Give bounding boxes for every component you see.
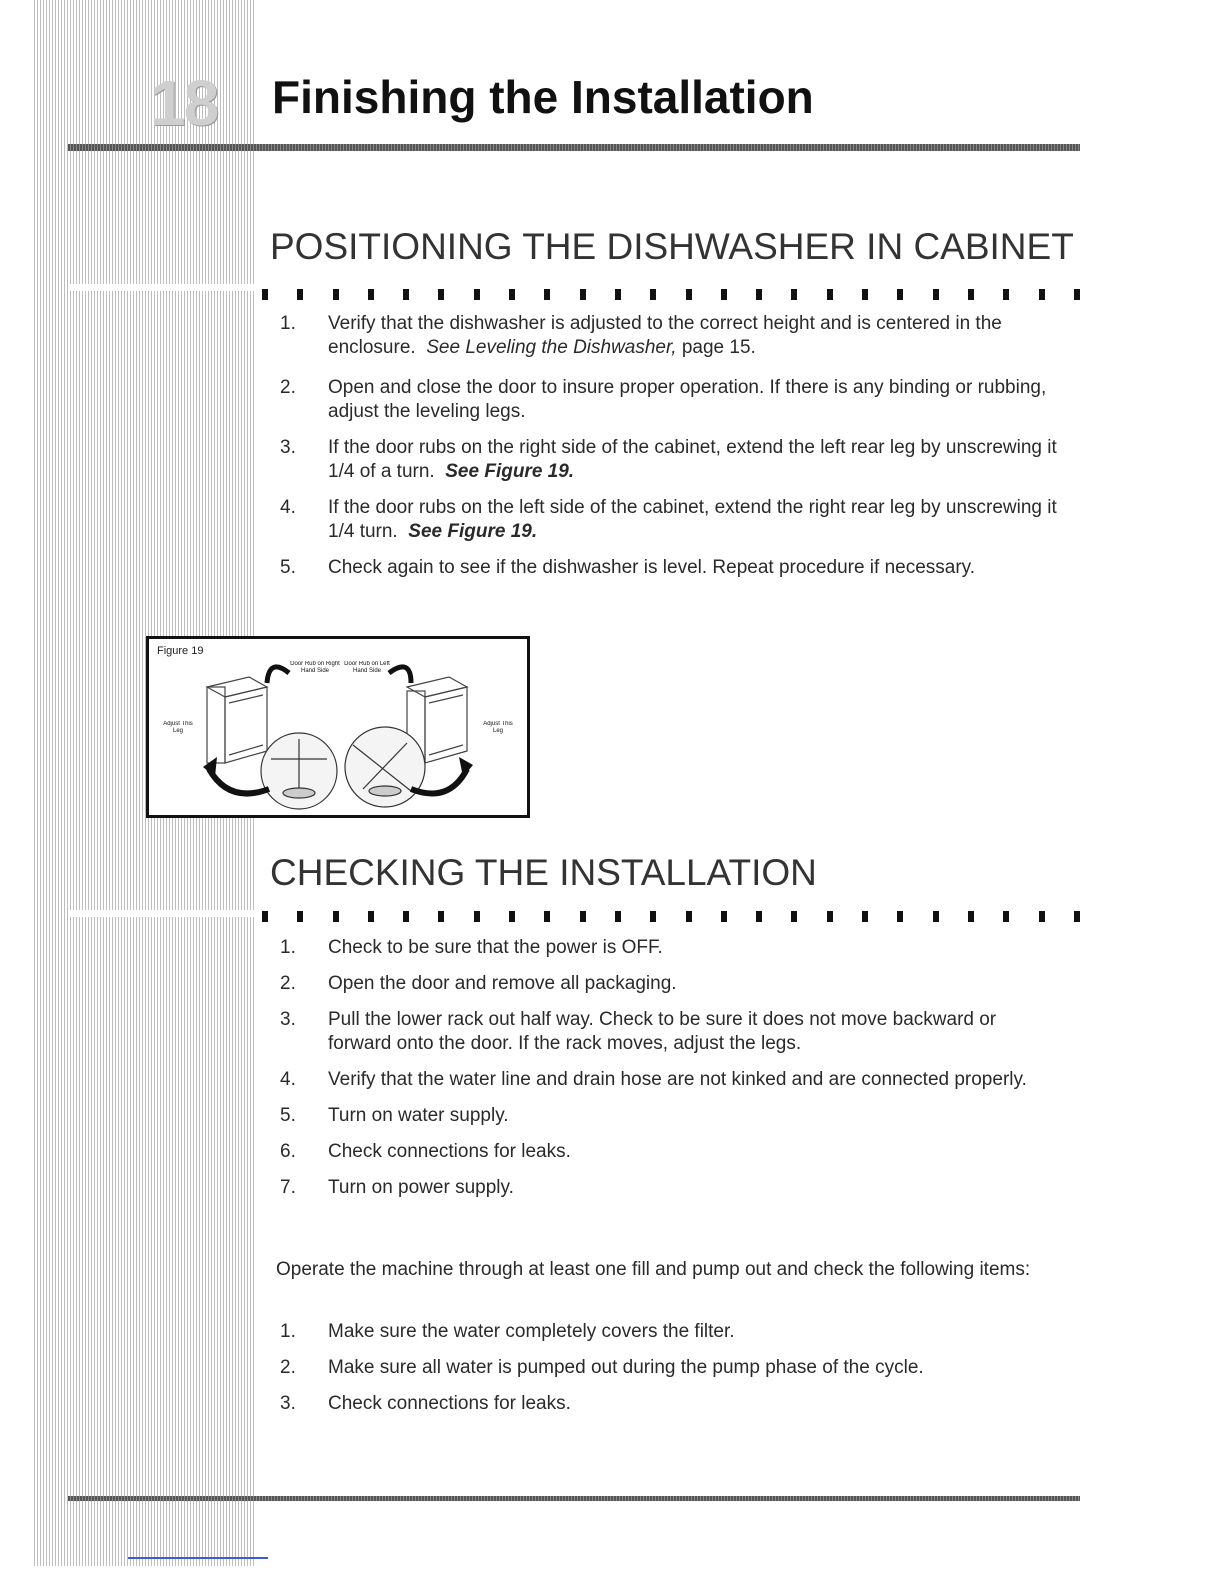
detail-magnifier-left [261, 733, 337, 809]
figure-reference: See Figure 19. [408, 521, 538, 542]
figure-label: Figure 19 [157, 645, 204, 657]
left-rotate-arrow [209, 769, 269, 794]
callout-label-left-side: Door Rub on Left Hand Side [344, 661, 390, 674]
step-text: Verify that the water line and drain hose are not kinked and are connected properly. [328, 1069, 1027, 1090]
list-item [280, 1140, 1060, 1164]
cross-reference: See Leveling the Dishwasher, [426, 337, 677, 358]
dotted-divider [262, 288, 1080, 300]
adjust-leg-label-right: Adjust This Leg [483, 721, 513, 734]
section-heading-positioning: POSITIONING THE DISHWASHER IN CABINET [270, 226, 1074, 267]
operation-check-items [280, 1320, 1060, 1416]
step-text: Pull the lower rack out half way. Check to be sure it does not move backward or forward onto the door. If the rack moves, adjust the legs. [328, 1009, 997, 1054]
left-dishwasher-illustration [207, 677, 267, 763]
list-item [280, 556, 1060, 580]
chapter-number: 18 [150, 67, 218, 139]
list-item [280, 376, 1060, 424]
figure-19 [146, 636, 530, 818]
dotted-divider [262, 910, 1080, 922]
callout-label-right-side: Door Rub on Right Hand Side [290, 661, 340, 674]
step-text: Turn on power supply. [328, 1177, 514, 1198]
list-item [280, 436, 1060, 484]
leveling-diagram [149, 639, 527, 815]
page-title: Finishing the Installation [272, 71, 814, 123]
list-item [280, 936, 1060, 960]
list-item [280, 1008, 1060, 1056]
bottom-link-underline [128, 1557, 268, 1559]
positioning-steps [280, 312, 1060, 580]
step-number: 5. [280, 557, 296, 578]
section-heading-checking: CHECKING THE INSTALLATION [270, 852, 817, 893]
step-number: 1. [280, 313, 296, 334]
step-number: 2. [280, 377, 296, 398]
step-text: Open the door and remove all packaging. [328, 973, 677, 994]
step-text: Open and close the door to insure proper operation. If there is any binding or rubbing, adjust the leveling legs. [328, 377, 1047, 422]
list-item [280, 1356, 1060, 1380]
step-number: 5. [280, 1105, 296, 1126]
step-body: If the door rubs on the right side of the cabinet, extend the left rear leg by unscrewing it 1/4 of a turn. [328, 437, 1057, 482]
step-number: 4. [280, 1069, 296, 1090]
step-body: Verify that the dishwasher is adjusted to the correct height and is centered in the enclosure. [328, 313, 1002, 358]
callout-arrow-left [267, 667, 289, 683]
step-text [328, 312, 1060, 360]
step-number: 3. [280, 437, 296, 458]
detail-magnifier-right [345, 727, 425, 807]
step-text: Turn on water supply. [328, 1105, 509, 1126]
adjust-leg-label-left: Adjust This Leg [163, 721, 193, 734]
step-number: 2. [280, 973, 296, 994]
band-divider [70, 284, 254, 291]
step-body: If the door rubs on the left side of the cabinet, extend the right rear leg by unscrewing it 1/4 turn. [328, 497, 1057, 542]
list-item [280, 972, 1060, 996]
step-text: Check connections for leaks. [328, 1141, 571, 1162]
step-number: 6. [280, 1141, 296, 1162]
list-item [280, 1104, 1060, 1128]
step-text: Make sure all water is pumped out during the pump phase of the cycle. [328, 1357, 924, 1378]
checking-steps [280, 936, 1060, 1200]
step-text [328, 436, 1060, 484]
list-item [280, 496, 1060, 544]
step-number: 3. [280, 1393, 296, 1414]
list-item [280, 1176, 1060, 1200]
bottom-rule [68, 1496, 1080, 1501]
band-divider [70, 910, 254, 917]
step-text [328, 496, 1060, 544]
list-item [280, 312, 1060, 360]
list-item [280, 1320, 1060, 1344]
step-number: 7. [280, 1177, 296, 1198]
step-number: 1. [280, 1321, 296, 1342]
step-number: 3. [280, 1009, 296, 1030]
operate-instructions: Operate the machine through at least one fill and pump out and check the following items: [276, 1259, 1031, 1280]
figure-reference: See Figure 19. [445, 461, 575, 482]
list-item [280, 1392, 1060, 1416]
top-rule [68, 144, 1080, 151]
step-number: 4. [280, 497, 296, 518]
step-number: 1. [280, 937, 296, 958]
step-text: Check to be sure that the power is OFF. [328, 937, 663, 958]
step-text: Check connections for leaks. [328, 1393, 571, 1414]
step-number: 2. [280, 1357, 296, 1378]
step-body-suffix: page 15. [676, 337, 756, 358]
step-text: Check again to see if the dishwasher is level. Repeat procedure if necessary. [328, 557, 976, 578]
step-text: Make sure the water completely covers the filter. [328, 1321, 735, 1342]
list-item [280, 1068, 1060, 1092]
